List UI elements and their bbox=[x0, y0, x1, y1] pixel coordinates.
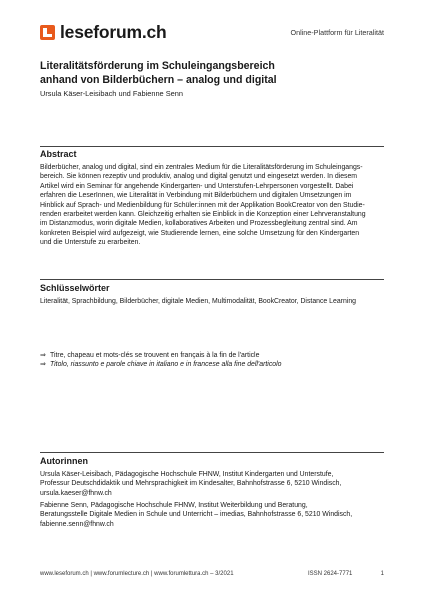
keywords-line: Literalität, Sprachbildung, Bilderbücher, digitale Medien, Multimodalität, BookCreator, Distance Learning bbox=[40, 298, 356, 305]
article-title-block bbox=[40, 60, 390, 98]
author-email[interactable]: fabienne.senn@fhnw.ch bbox=[40, 520, 114, 528]
author-email[interactable]: ursula.kaeser@fhnw.ch bbox=[40, 489, 112, 497]
site-logo[interactable] bbox=[40, 22, 167, 43]
page-header bbox=[40, 22, 384, 46]
section-divider bbox=[40, 452, 384, 453]
abstract-line: konkreten Beispiel wird aufgezeigt, wie Studierende lernen, eine solche Umsetzung für den Kindergarten bbox=[40, 229, 360, 237]
note-french bbox=[40, 351, 390, 360]
section-divider bbox=[40, 279, 384, 280]
author-line: Ursula Käser-Leisibach, Pädagogische Hochschule FHNW, Institut Kindergarten und Unterstufe, bbox=[40, 471, 334, 478]
abstract-line: bereich. Sie können rezeptiv und produktiv, analog und digital genutzt und eingesetzt werden. In diesem bbox=[40, 173, 358, 181]
abstract-heading: Abstract bbox=[40, 149, 77, 159]
note-italian-text: Titolo, riassunto e parole chiave in italiano e in francese alla fine dell'articolo bbox=[50, 361, 282, 369]
keywords-heading: Schlüsselwörter bbox=[40, 283, 110, 293]
abstract-line: im Distanzmodus, worin digitale Medien, kollaboratives Arbeiten und Prozessbegleitung zentral sind. Am bbox=[40, 220, 358, 228]
abstract-line: und die Unterstufe zu erarbeiten. bbox=[40, 239, 141, 247]
note-french-text: Titre, chapeau et mots-clés se trouvent en français à la fin de l'article bbox=[50, 352, 260, 359]
logo-text: leseforum.ch bbox=[60, 22, 167, 42]
abstract-line: erfahren die LeserInnen, wie Literalität in Verbindung mit Bilderbüchern und digitalen Umsetzungen im bbox=[40, 192, 352, 200]
abstract-line: renden erarbeitet werden kann. Gleichzeitig erhalten sie Einblick in die Konzeption einer Lehrveranstaltung bbox=[40, 211, 366, 219]
page-footer bbox=[40, 571, 384, 581]
language-notes bbox=[40, 351, 390, 370]
footer-issn: ISSN 2624-7771 bbox=[308, 571, 353, 577]
site-tagline: Online-Plattform für Literalität bbox=[290, 28, 384, 37]
logo-mark-icon bbox=[40, 25, 55, 40]
section-divider bbox=[40, 146, 384, 147]
abstract-text bbox=[40, 163, 384, 248]
double-arrow-icon: ⇒ bbox=[40, 361, 46, 369]
keywords-text bbox=[40, 297, 384, 306]
author-1-info bbox=[40, 470, 384, 498]
footer-links[interactable]: www.leseforum.ch | www.forumlecture.ch | www.forumlettura.ch – 3/2021 bbox=[40, 571, 234, 577]
article-authors: Ursula Käser-Leisibach und Fabienne Senn bbox=[40, 89, 183, 98]
author-line: Fabienne Senn, Pädagogische Hochschule FHNW, Institut Weiterbildung und Beratung, bbox=[40, 502, 308, 509]
note-italian bbox=[40, 360, 390, 369]
title-line: anhand von Bilderbüchern – analog und digital bbox=[40, 73, 277, 86]
author-2-info bbox=[40, 501, 384, 529]
autorinnen-heading: Autorinnen bbox=[40, 456, 88, 466]
abstract-line: Artikel wird ein Seminar für angehende Kindergarten- und Unterstufen-Lehrpersonen vorgestellt. Dabei bbox=[40, 182, 354, 190]
title-line: Literalitätsförderung im Schuleingangsbereich bbox=[40, 60, 275, 72]
abstract-line: Hinblick auf Sprach- und Medienbildung für Schüler:innen mit der Applikation BookCreator von den Studie- bbox=[40, 201, 365, 209]
page-number: 1 bbox=[380, 571, 384, 577]
author-line: Professur Deutschdidaktik und Mehrsprachigkeit im Kindesalter, Bahnhofstrasse 6, 5210 Windisch, bbox=[40, 480, 342, 488]
article-title bbox=[40, 60, 390, 87]
abstract-line: Bilderbücher, analog und digital, sind ein zentrales Medium für die Literalitätsförderung im Schuleingangs- bbox=[40, 164, 363, 171]
author-line: Beratungsstelle Digitale Medien in Schule und Unterricht – imedias, Bahnhofstrasse 6, 5210 Windisch, bbox=[40, 511, 353, 519]
double-arrow-icon: ⇒ bbox=[40, 352, 46, 359]
